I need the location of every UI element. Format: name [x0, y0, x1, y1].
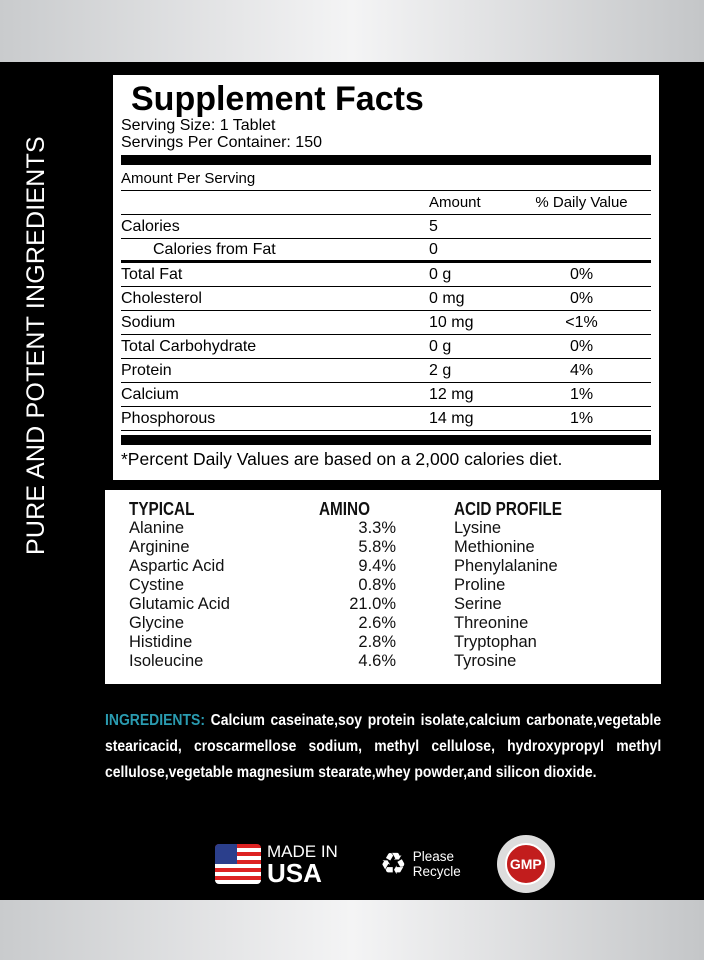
nutrient-name: Calories — [121, 217, 180, 235]
nutrient-amount: 5 — [429, 217, 438, 235]
nutrient-amount: 0 mg — [429, 289, 465, 307]
facts-row — [121, 407, 651, 431]
nutrient-amount: 0 g — [429, 265, 452, 283]
nutrient-amount: 10 mg — [429, 313, 474, 331]
please: Please — [412, 849, 455, 864]
nutrient-dv: 0% — [569, 265, 594, 283]
nutrient-amount: 14 mg — [429, 409, 474, 427]
amino-name: Arginine — [129, 538, 190, 556]
amino-grid — [129, 500, 637, 671]
nutrient-amount: 12 mg — [429, 385, 474, 403]
amino-percent: 2.6% — [358, 614, 396, 632]
amino-percent: 2.8% — [358, 633, 396, 651]
amino-acid: Proline — [454, 576, 506, 594]
recycle-icon: ♻ — [379, 847, 407, 881]
side-tagline: PURE AND POTENT INGREDIENTS — [22, 136, 50, 555]
nutrient-dv: 0% — [569, 289, 594, 307]
logos — [215, 835, 555, 893]
amino-acid: Methionine — [454, 538, 535, 556]
amino-acid: Lysine — [454, 519, 502, 537]
facts-row — [121, 287, 651, 311]
made-in: MADE IN — [267, 841, 338, 861]
facts-row — [121, 359, 651, 383]
amino-acid: Tyrosine — [454, 652, 517, 670]
amino-acid: Threonine — [454, 614, 529, 632]
facts-row — [121, 215, 651, 239]
nutrient-amount: 0 g — [429, 337, 452, 355]
amino-name: Glycine — [129, 614, 185, 632]
facts-title: Supplement Facts — [131, 80, 424, 118]
nutrient-name: Total Carbohydrate — [121, 337, 257, 355]
us-flag-icon — [215, 844, 261, 884]
made-in-usa — [267, 843, 338, 886]
amino-percent: 3.3% — [358, 519, 396, 537]
amino-name: Glutamic Acid — [129, 595, 230, 613]
amino-percent: 0.8% — [358, 576, 396, 594]
col-amount: Amount — [429, 194, 481, 211]
col-dv: % Daily Value — [535, 194, 628, 211]
facts-row — [121, 311, 651, 335]
recycle: Recycle — [412, 864, 461, 879]
amino-percent: 5.8% — [358, 538, 396, 556]
usa: USA — [267, 857, 322, 888]
serving-size: Serving Size: 1 Tablet — [121, 117, 276, 134]
amino-name: Isoleucine — [129, 652, 204, 670]
amount-per-serving — [121, 167, 651, 191]
divider — [121, 435, 651, 445]
label: Amount Per Serving — [121, 170, 256, 187]
nutrient-dv: 1% — [569, 385, 594, 403]
amino-percent: 4.6% — [358, 652, 396, 670]
nutrient-dv: <1% — [565, 313, 598, 331]
nutrient-dv: 0% — [569, 337, 594, 355]
facts-row — [121, 263, 651, 287]
amino-name: Histidine — [129, 633, 193, 651]
nutrient-amount: 2 g — [429, 361, 452, 379]
ingredients-text — [105, 708, 661, 786]
nutrient-name: Cholesterol — [121, 289, 202, 307]
amino-acid: Tryptophan — [454, 633, 537, 651]
please-recycle — [413, 849, 461, 879]
ingredients-label: INGREDIENTS: — [105, 712, 205, 729]
nutrient-amount: 0 — [429, 240, 438, 258]
divider — [121, 155, 651, 165]
amino-name: Aspartic Acid — [129, 557, 225, 575]
servings-per-container: Servings Per Container: 150 — [121, 134, 322, 151]
facts-row — [121, 383, 651, 407]
ingredients-list: Calcium caseinate,soy protein isolate,calcium carbonate,vegetable stearicacid, croscarmellose sodium, methyl cellulose, hydroxypropyl methyl cellulose,vegetable magnesium stearate,whey powder,and silicon dioxide. — [105, 712, 662, 781]
amino-percent: 9.4% — [358, 557, 396, 575]
nutrient-name: Phosphorous — [121, 409, 216, 427]
header: AMINO — [319, 499, 370, 519]
bottom-band — [0, 900, 704, 960]
gmp-seal-icon — [497, 835, 555, 893]
facts-row — [121, 335, 651, 359]
nutrient-dv: 1% — [569, 409, 594, 427]
amino-name: Alanine — [129, 519, 185, 537]
amino-name: Cystine — [129, 576, 185, 594]
facts-rows — [121, 215, 651, 431]
supplement-facts-panel — [113, 75, 659, 480]
amino-profile-panel — [105, 490, 661, 684]
column-headers — [121, 191, 651, 215]
nutrient-dv: 4% — [569, 361, 594, 379]
gmp-text: GMP — [505, 843, 547, 885]
footnote: *Percent Daily Values are based on a 2,000 calories diet. — [121, 449, 563, 469]
nutrient-name: Protein — [121, 361, 172, 379]
header: TYPICAL — [129, 499, 195, 519]
top-band — [0, 0, 704, 62]
header: ACID PROFILE — [454, 499, 562, 519]
facts-row — [121, 239, 651, 263]
nutrient-name: Calcium — [121, 385, 179, 403]
amino-percent: 21.0% — [349, 595, 396, 613]
amino-acid: Serine — [454, 595, 502, 613]
nutrient-name: Calories from Fat — [153, 240, 276, 258]
amino-acid: Phenylalanine — [454, 557, 558, 575]
nutrient-name: Sodium — [121, 313, 176, 331]
nutrient-name: Total Fat — [121, 265, 183, 283]
